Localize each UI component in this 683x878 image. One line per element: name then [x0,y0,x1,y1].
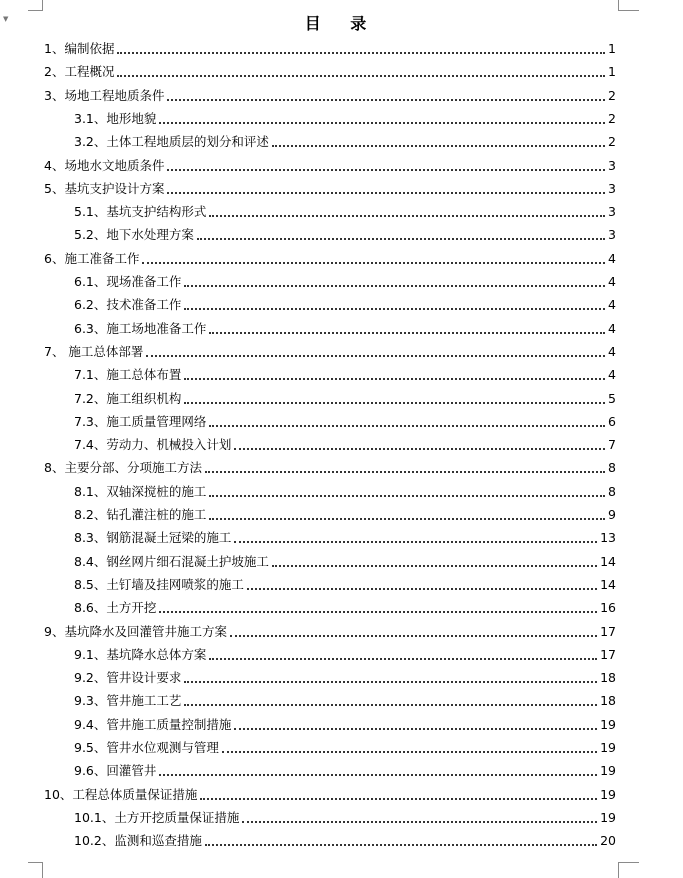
toc-leader-dots [184,704,597,706]
toc-leader-dots [184,308,605,310]
toc-entry-label: 7.4、劳动力、机械投入计划 [74,437,232,453]
toc-entry[interactable] [74,201,616,223]
toc-leader-dots [272,565,597,567]
toc-entry-page: 8 [608,460,616,476]
toc-entry-page: 2 [608,134,616,150]
toc-entry-label: 10、工程总体质量保证措施 [44,786,198,802]
toc-entry[interactable] [74,271,616,293]
crop-mark-bottom-right [618,862,639,878]
toc-entry-page: 9 [608,507,616,522]
toc-entry-label: 4、场地水文地质条件 [44,157,165,173]
toc-entry-page: 14 [600,553,616,569]
toc-entry-label: 5.1、基坑支护结构形式 [74,204,207,220]
toc-entry-page: 13 [600,530,616,546]
toc-leader-dots [184,378,605,380]
caret-down-icon: ▼ [3,15,9,23]
toc-entry-label: 1、编制依据 [44,41,115,56]
toc-entry-label: 5、基坑支护设计方案 [44,180,165,196]
toc-entry-page: 19 [600,763,616,779]
toc-entry-label: 5.2、地下水处理方案 [74,227,194,243]
toc-entry[interactable] [74,224,616,246]
toc-entry[interactable] [74,690,616,712]
toc-leader-dots [184,681,597,683]
crop-mark-bottom-left [28,862,43,878]
toc-entry-label: 7.1、施工总体布置 [74,367,182,383]
toc-leader-dots [230,635,597,637]
toc-entry[interactable] [74,574,616,596]
toc-entry[interactable] [44,341,616,363]
toc-entry[interactable] [74,737,616,759]
toc-entry-page: 8 [608,483,616,499]
toc-entry-label: 8、主要分部、分项施工方法 [44,460,202,476]
toc-leader-dots [209,495,605,497]
toc-leader-dots [117,75,605,77]
toc-entry[interactable] [44,784,616,806]
toc-entry-page: 3 [608,157,616,173]
toc-entry-label: 9.1、基坑降水总体方案 [74,646,207,662]
toc-leader-dots [222,751,597,753]
toc-entry[interactable] [74,760,616,782]
toc-entry-page: 1 [608,41,616,56]
toc-leader-dots [142,262,605,264]
toc-leader-dots [159,611,597,613]
toc-entry[interactable] [44,38,616,60]
toc-entry-label: 8.5、土钉墙及挂网喷浆的施工 [74,576,244,592]
toc-entry-label: 6.2、技术准备工作 [74,297,182,313]
toc-leader-dots [159,774,597,776]
toc-entry-page: 14 [600,576,616,592]
toc-leader-dots [234,448,605,450]
toc-leader-dots [209,215,605,217]
toc-entry[interactable] [74,388,616,410]
toc-entry-label: 7、 施工总体部署 [44,343,144,359]
toc-leader-dots [117,52,605,54]
toc-entry-label: 8.3、钢筋混凝土冠梁的施工 [74,530,232,546]
toc-entry-page: 18 [600,670,616,686]
crop-mark-top-right [618,0,639,11]
toc-leader-dots [167,169,605,171]
toc-entry-page: 5 [608,390,616,406]
toc-leader-dots [209,425,605,427]
toc-entry[interactable] [74,807,616,829]
toc-entry[interactable] [44,178,616,200]
toc-entry[interactable] [74,551,616,573]
crop-mark-top-left [28,0,43,11]
toc-leader-dots [184,285,605,287]
toc-leader-dots [272,145,605,147]
toc-entry-page: 19 [600,809,616,825]
toc-entry[interactable] [44,248,616,270]
toc-entry-page: 18 [600,693,616,709]
toc-entry-label: 10.2、监测和巡查措施 [74,833,202,849]
toc-entry[interactable] [74,481,616,503]
toc-entry[interactable] [74,294,616,316]
toc-entry-label: 6.3、施工场地准备工作 [74,320,207,336]
toc-entry-page: 19 [600,786,616,802]
toc-entry-page: 3 [608,204,616,220]
toc-entry-page: 19 [600,740,616,755]
toc-entry-label: 9.5、管井水位观测与管理 [74,740,219,755]
toc-entry-label: 2、工程概况 [44,64,115,80]
toc-entry-page: 2 [608,110,616,126]
toc-leader-dots [184,402,605,404]
toc-leader-dots [200,798,597,800]
toc-entry[interactable] [44,457,616,479]
toc-entry-page: 1 [608,64,616,80]
toc-entry-page: 19 [600,716,616,732]
toc-entry-page: 4 [608,274,616,289]
toc-entry-label: 8.4、钢丝网片细石混凝土护坡施工 [74,553,269,569]
toc-entry-label: 6、施工准备工作 [44,250,140,266]
toc-leader-dots [209,658,597,660]
toc-leader-dots [234,728,597,730]
toc-entry-page: 3 [608,227,616,243]
toc-entry-label: 9.4、管井施工质量控制措施 [74,716,232,732]
toc-entry-label: 3.2、土体工程地质层的划分和评述 [74,134,269,150]
toc-entry-label: 9.2、管井设计要求 [74,670,182,686]
toc-entry[interactable] [74,108,616,130]
toc-entry-page: 4 [608,367,616,383]
toc-entry-page: 4 [608,250,616,266]
toc-entry-page: 4 [608,343,616,359]
toc-leader-dots [167,99,605,101]
toc-leader-dots [159,122,605,124]
toc-leader-dots [242,821,597,823]
toc-entry-label: 3.1、地形地貌 [74,110,157,126]
toc-entry[interactable] [74,411,616,433]
toc-leader-dots [167,192,605,194]
toc-entry-page: 16 [600,600,616,616]
toc-entry[interactable] [74,644,616,666]
toc-entry[interactable] [74,597,616,619]
toc-entry-page: 20 [600,833,616,849]
toc-entry[interactable] [74,714,616,736]
toc-entry-label: 9、基坑降水及回灌管井施工方案 [44,623,227,639]
toc-entry[interactable] [74,131,616,153]
toc-entry[interactable] [44,85,616,107]
toc-entry[interactable] [74,318,616,340]
toc-entry[interactable] [44,621,616,643]
toc-entry-label: 8.1、双轴深搅桩的施工 [74,483,207,499]
toc-entry[interactable] [74,434,616,456]
toc-entry-label: 9.6、回灌管井 [74,763,157,779]
toc-entry[interactable] [74,504,616,526]
toc-entry-page: 4 [608,320,616,336]
toc-leader-dots [209,332,605,334]
toc-entry-label: 6.1、现场准备工作 [74,274,182,289]
toc-entry[interactable] [44,61,616,83]
toc-entry-label: 3、场地工程地质条件 [44,87,165,103]
toc-leader-dots [205,471,605,473]
page-title: 目 录 [304,14,379,33]
toc-leader-dots [197,238,605,240]
toc-entry-label: 8.6、土方开挖 [74,600,157,616]
toc-entry-label: 10.1、土方开挖质量保证措施 [74,809,240,825]
toc-entry-page: 7 [608,437,616,453]
toc-leader-dots [247,588,597,590]
toc-entry[interactable] [74,830,616,852]
toc-leader-dots [234,541,597,543]
toc-entry-page: 4 [608,297,616,313]
toc-entry-page: 17 [600,623,616,639]
toc-entry-page: 17 [600,646,616,662]
toc-entry-label: 7.2、施工组织机构 [74,390,182,406]
toc-leader-dots [205,844,597,846]
toc-entry-page: 6 [608,413,616,429]
toc-leader-dots [146,355,605,357]
toc-entry[interactable] [74,527,616,549]
toc-entry[interactable] [74,364,616,386]
toc-entry-page: 2 [608,87,616,103]
toc-entry[interactable] [44,155,616,177]
toc-entry[interactable] [74,667,616,689]
toc-entry-label: 9.3、管井施工工艺 [74,693,182,709]
toc-leader-dots [209,518,605,520]
toc-entry-label: 7.3、施工质量管理网络 [74,413,207,429]
toc-entry-page: 3 [608,180,616,196]
toc-entry-label: 8.2、钻孔灌注桩的施工 [74,507,207,522]
